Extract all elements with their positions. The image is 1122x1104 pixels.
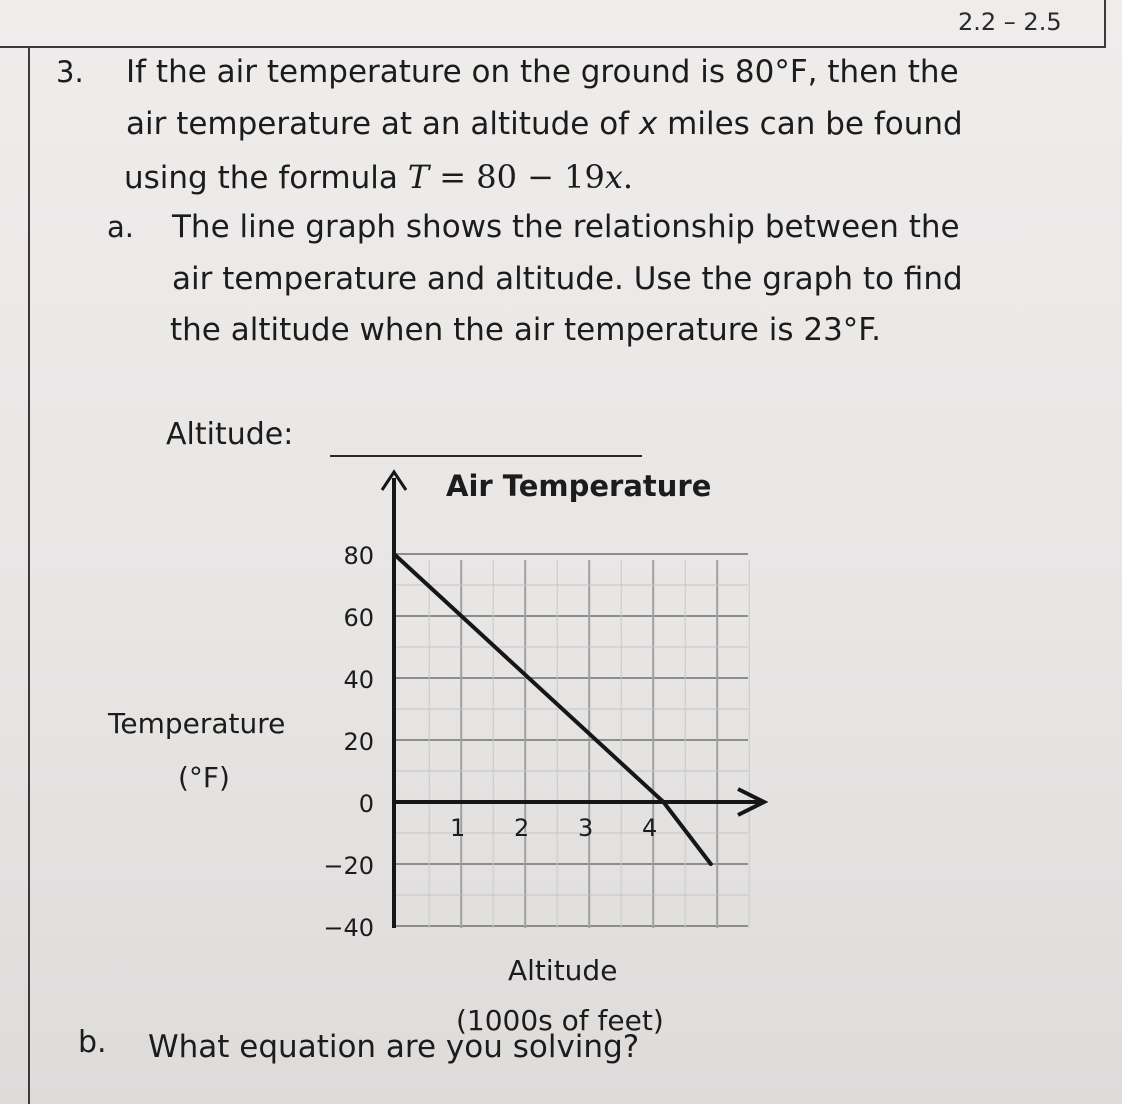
altitude-answer-label: Altitude: [166,417,294,452]
variable-x: x [638,106,658,142]
x-tick-labels [450,814,657,842]
y-tick-label: −20 [323,852,374,880]
chart-title: Air Temperature [446,469,712,503]
question-number: 3. [56,55,84,89]
formula-variable-t: T [407,158,430,196]
y-tick-label: 60 [343,604,374,632]
question-line-3-text: using the formula [124,160,408,196]
y-tick-label: 80 [343,542,374,570]
y-tick-label: 40 [343,666,374,694]
y-tick-label: 0 [358,790,374,818]
section-label: 2.2 – 2.5 [958,8,1062,36]
x-tick-label: 3 [578,814,594,842]
question-line-2-start: air temperature at an altitude of [126,106,639,142]
part-a-line-1: The line graph shows the relationship between the [172,209,960,245]
x-tick-label: 1 [450,814,466,842]
part-a-line-2: air temperature and altitude. Use the graph to find [172,261,963,297]
chart-grid [394,554,749,928]
y-tick-label: −40 [323,914,374,942]
y-axis-label: Temperature [108,707,286,740]
x-tick-label: 2 [514,814,530,842]
x-axis-unit: (1000s of feet) [456,1004,664,1037]
question-line-1: If the air temperature on the ground is 80°F, then the [126,54,959,90]
part-a-line-3: the altitude when the air temperature is 23°F. [170,312,882,348]
part-b-label: b. [78,1025,107,1060]
y-tick-labels [323,542,374,942]
x-tick-label: 4 [642,814,658,842]
formula-variable-x: x [604,158,623,196]
question-line-2-end: miles can be found [657,106,963,142]
x-axis-label: Altitude [508,954,618,987]
part-b-question: What equation are you solving? [148,1029,640,1065]
formula-period: . [622,158,634,196]
y-axis-unit: (°F) [178,761,230,794]
formula-constant: = 80 − 19 [429,158,605,196]
y-tick-label: 20 [343,728,374,756]
part-a-label: a. [107,210,134,244]
